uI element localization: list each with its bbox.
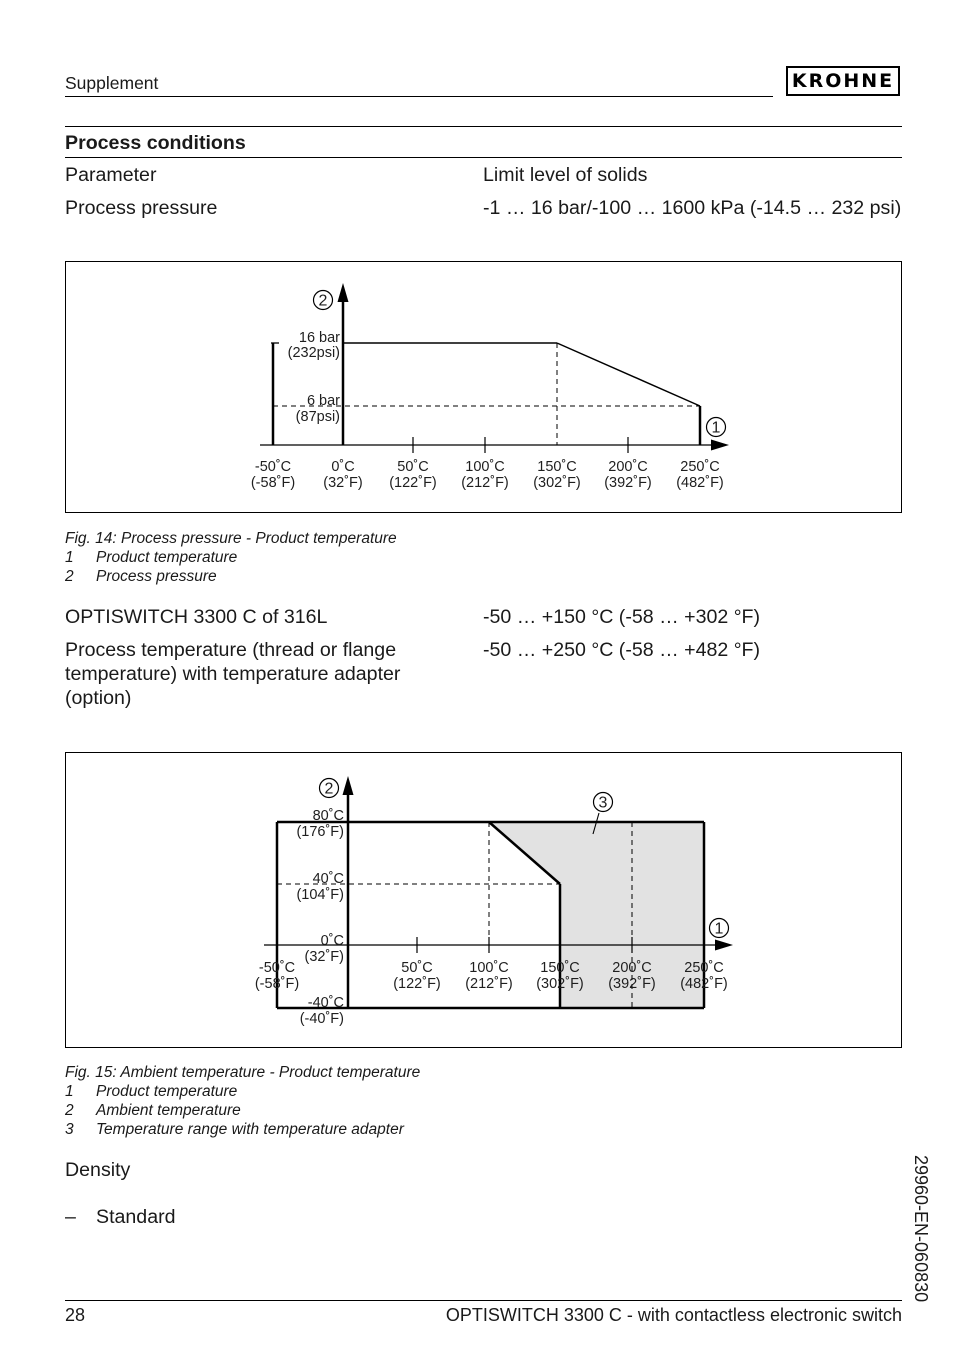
marker-y-axis: 2 — [318, 292, 328, 310]
marker-region: 3 — [598, 794, 608, 812]
y-label-fahrenheit: (-40˚F) — [299, 1011, 344, 1027]
section-top-rule — [65, 126, 902, 127]
marker-x-axis: 1 — [711, 419, 721, 437]
x-label-celsius: -50˚C — [258, 960, 296, 976]
figure-14-caption: Fig. 14: Process pressure - Product temperature — [65, 530, 397, 547]
legend-text: Product temperature — [96, 1083, 238, 1100]
x-label-fahrenheit: (302˚F) — [533, 475, 581, 491]
legend-text: Temperature range with temperature adapter — [96, 1121, 404, 1138]
y-label: (232psi) — [287, 345, 340, 361]
figure-14-diagram — [65, 261, 902, 513]
legend-number: 1 — [65, 549, 74, 566]
x-label-celsius: -50˚C — [254, 459, 292, 475]
x-label-celsius: 200˚C — [608, 459, 648, 475]
process-pressure-value: -1 … 16 bar/-100 … 1600 kPa (-14.5 … 232 psi) — [483, 197, 902, 219]
page-number: 28 — [65, 1305, 86, 1325]
x-label-celsius: 250˚C — [680, 459, 720, 475]
legend-number: 3 — [65, 1121, 74, 1138]
legend-text: Product temperature — [96, 549, 238, 566]
y-label-fahrenheit: (32˚F) — [304, 949, 344, 965]
x-label-celsius: 150˚C — [540, 960, 580, 976]
x-label-celsius: 0˚C — [331, 459, 355, 475]
figure-frame — [66, 753, 902, 1048]
y-label: 16 bar — [298, 330, 340, 346]
header-section-label: Supplement — [65, 73, 159, 93]
x-label-fahrenheit: (122˚F) — [393, 976, 441, 992]
pressure-derating-line — [557, 343, 700, 406]
legend-text: Process pressure — [96, 568, 217, 585]
x-label-celsius: 100˚C — [465, 459, 505, 475]
y-label-fahrenheit: (104˚F) — [296, 887, 344, 903]
parameter-value: Limit level of solids — [483, 164, 648, 186]
section-bottom-rule — [65, 157, 902, 158]
process-temperature-label: Process temperature (thread or flange temperature) with temperature adapter (option) — [65, 639, 401, 709]
y-label: 6 bar — [306, 393, 340, 409]
y-label-celsius: 40˚C — [312, 871, 344, 887]
krohne-logo: KROHNE — [786, 66, 900, 96]
footer-rule — [65, 1300, 902, 1301]
x-label-celsius: 50˚C — [397, 459, 429, 475]
material-temperature-value: -50 … +150 °C (-58 … +302 °F) — [483, 606, 761, 628]
y-label-celsius: 0˚C — [320, 933, 344, 949]
figure-15-caption: Fig. 15: Ambient temperature - Product temperature — [65, 1064, 421, 1081]
figure-15-diagram — [65, 752, 902, 1048]
x-label-celsius: 250˚C — [684, 960, 724, 976]
material-label: OPTISWITCH 3300 C of 316L — [65, 606, 328, 628]
x-label-fahrenheit: (482˚F) — [676, 475, 724, 491]
process-temperature-value: -50 … +250 °C (-58 … +482 °F) — [483, 639, 761, 661]
x-axis-arrow — [715, 940, 733, 951]
x-label-celsius: 100˚C — [469, 960, 509, 976]
x-label-fahrenheit: (302˚F) — [536, 976, 584, 992]
x-label-fahrenheit: (212˚F) — [461, 475, 509, 491]
y-label-fahrenheit: (176˚F) — [296, 824, 344, 840]
x-label-fahrenheit: (212˚F) — [465, 976, 513, 992]
x-label-celsius: 150˚C — [537, 459, 577, 475]
y-axis-arrow — [343, 776, 354, 795]
legend-number: 1 — [65, 1083, 74, 1100]
density-standard-item: Standard — [96, 1206, 176, 1228]
section-title: Process conditions — [65, 132, 246, 154]
x-label-celsius: 200˚C — [612, 960, 652, 976]
parameter-label: Parameter — [65, 164, 157, 186]
x-label-fahrenheit: (122˚F) — [389, 475, 437, 491]
process-pressure-label: Process pressure — [65, 197, 218, 219]
marker-y-axis: 2 — [324, 780, 334, 798]
x-axis-arrow — [711, 440, 729, 451]
x-label-fahrenheit: (392˚F) — [604, 475, 652, 491]
document-code: 29960-EN-060830 — [911, 1155, 931, 1303]
y-label: (87psi) — [295, 409, 340, 425]
y-label-celsius: -40˚C — [307, 995, 344, 1011]
x-label-fahrenheit: (392˚F) — [608, 976, 656, 992]
y-axis-arrow — [338, 283, 349, 302]
header-rule — [65, 96, 773, 97]
legend-text: Ambient temperature — [96, 1102, 241, 1119]
x-label-fahrenheit: (-58˚F) — [254, 976, 300, 992]
density-label: Density — [65, 1159, 131, 1181]
x-label-fahrenheit: (-58˚F) — [250, 475, 296, 491]
x-label-fahrenheit: (32˚F) — [323, 475, 363, 491]
footer-title: OPTISWITCH 3300 C - with contactless electronic switch — [445, 1305, 902, 1325]
list-dash: – — [65, 1206, 76, 1228]
legend-number: 2 — [65, 568, 74, 585]
marker-x-axis: 1 — [714, 920, 724, 938]
x-label-celsius: 50˚C — [401, 960, 433, 976]
y-label-celsius: 80˚C — [312, 808, 344, 824]
legend-number: 2 — [65, 1102, 74, 1119]
x-label-fahrenheit: (482˚F) — [680, 976, 728, 992]
